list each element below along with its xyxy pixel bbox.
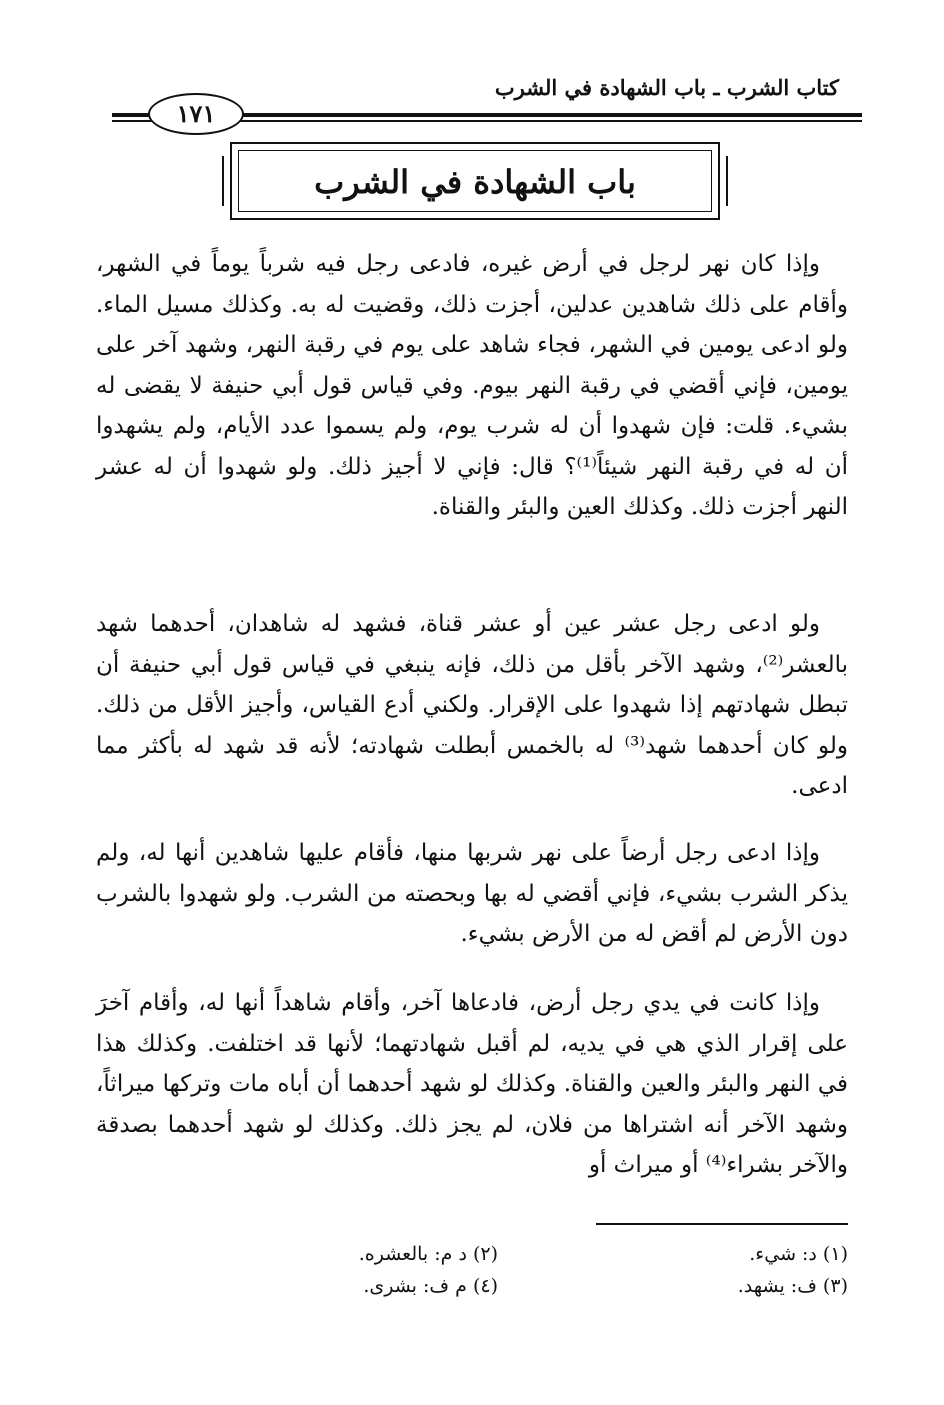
- page-number: ١٧١: [148, 93, 244, 135]
- paragraph-1: [96, 244, 848, 528]
- paragraph-4-text: وإذا كانت في يدي رجل أرض، فادعاها آخر، وأقام شاهداً أنها له، وأقام آخرَ على إقرار الذي هي في يديه، لم أقبل شهادتهما؛ لأنها قد اختلفت. وكذلك هذا في النهر والبئر والعين والقناة. وكذلك لو شهد أحدهما أن أباه مات وتركها ميراثاً، وشهد الآخر أنه اشتراها من فلان، لم يجز ذلك. وكذلك لو شهد أحدهما بصدقة والآخر بشراء⁽⁴⁾ أو ميراث أو: [96, 990, 848, 1178]
- footnote-separator: [596, 1223, 848, 1225]
- footnote-row: [268, 1270, 848, 1302]
- footnote-4: (٤) م ف: بشرى.: [363, 1275, 498, 1297]
- paragraph-2: [96, 604, 848, 807]
- footnote-1: (١) د: شيء.: [749, 1243, 848, 1265]
- footnote-3: (٣) ف: يشهد.: [737, 1275, 848, 1297]
- chapter-title-frame: [230, 142, 720, 220]
- footnotes: [268, 1238, 848, 1302]
- footnote-row: [268, 1238, 848, 1270]
- paragraph-4: [96, 983, 848, 1186]
- running-title: كتاب الشرب ـ باب الشهادة في الشرب: [494, 75, 839, 100]
- paragraph-1-text: وإذا كان نهر لرجل في أرض غيره، فادعى رجل فيه شرباً يوماً في الشهر، وأقام على ذلك شاهدين عدلين، أجزت ذلك، وقضيت له به. وكذلك مسيل الماء. ولو ادعى يومين في الشهر، فجاء شاهد على يوم في رقبة النهر، وشهد آخر على يومين، فإني أقضي في رقبة النهر بيوم. وفي قياس قول أبي حنيفة لا يقضى له بشيء. قلت: فإن شهدوا أن له شرب يوم، ولم يسموا عدد الأيام، ولم يشهدوا أن له في رقبة النهر شيئاً⁽¹⁾؟ قال: فإني لا أجيز ذلك. ولو شهدوا أن له عشر النهر أجزت ذلك. وكذلك العين والبئر والقناة.: [96, 251, 848, 520]
- paragraph-3-text: وإذا ادعى رجل أرضاً على نهر شربها منها، فأقام عليها شاهدين أنها له، ولم يذكر الشرب بشيء، فإني أقضي له بها وبحصته من الشرب. ولو شهدوا بالشرب دون الأرض لم أقض له من الأرض بشيء.: [96, 840, 848, 947]
- paragraph-3: [96, 833, 848, 955]
- paragraph-2-text: ولو ادعى رجل عشر عين أو عشر قناة، فشهد له شاهدان، أحدهما شهد بالعشر⁽²⁾، وشهد الآخر بأقل من ذلك، فإنه ينبغي في قياس قول أبي حنيفة أن تبطل شهادتهم إذا شهدوا على الإقرار. ولكني أدع القياس، وأجيز الأقل من ذلك. ولو كان أحدهما شهد⁽³⁾ له بالخمس أبطلت شهادته؛ لأنه قد شهد له بأكثر مما ادعى.: [96, 611, 848, 799]
- footnote-2: (٢) د م: بالعشره.: [358, 1243, 498, 1265]
- chapter-title: باب الشهادة في الشرب: [314, 163, 636, 201]
